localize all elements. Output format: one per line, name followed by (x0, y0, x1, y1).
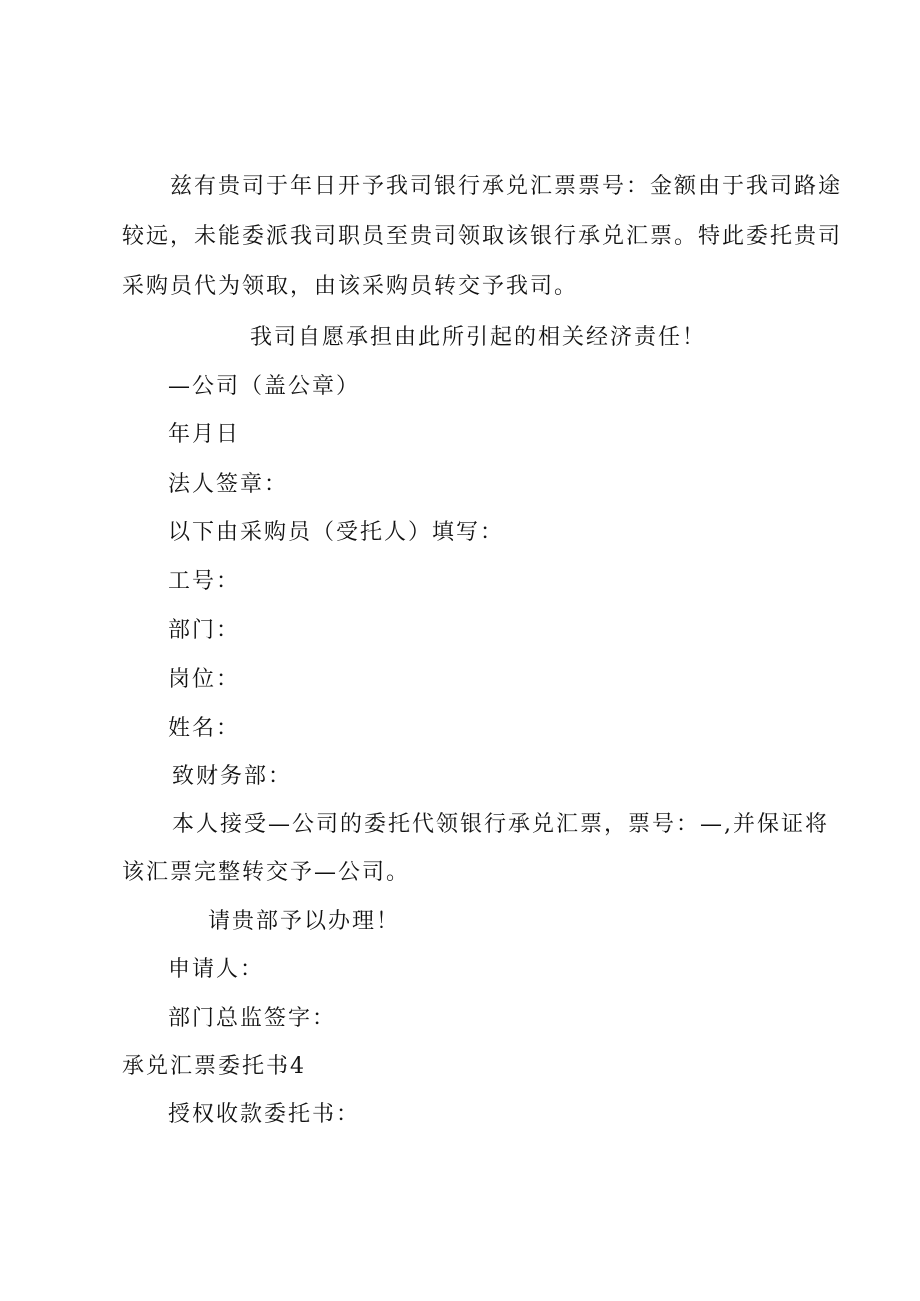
request-line: 请贵部予以办理！ (208, 909, 401, 934)
to-finance-heading: 致财务部： (172, 764, 293, 789)
department-field: 部门： (168, 618, 241, 643)
paragraph-2-line-2: 该汇票完整转交予—公司。 (122, 860, 411, 885)
authorization-heading: 授权收款委托书： (168, 1102, 361, 1127)
name-field: 姓名： (168, 716, 241, 741)
responsibility-statement: 我司自愿承担由此所引起的相关经济责任！ (250, 325, 707, 350)
section-title: 承兑汇票委托书4 (122, 1054, 306, 1079)
paragraph-1-line-3: 采购员代为领取，由该采购员转交予我司。 (122, 274, 579, 299)
paragraph-1-line-1: 兹有贵司于年日开予我司银行承兑汇票票号：金额由于我司路途 (170, 174, 843, 199)
legal-signature-line: 法人签章： (168, 472, 289, 497)
company-seal-line: —公司（盖公章） (168, 374, 361, 399)
paragraph-2-line-1: 本人接受—公司的委托代领银行承兑汇票，票号：—,并保证将 (172, 812, 829, 837)
applicant-line: 申请人： (168, 957, 265, 982)
fill-instruction: 以下由采购员（受托人）填写： (168, 520, 505, 545)
position-field: 岗位： (168, 667, 241, 692)
paragraph-1-line-2: 较远，未能委派我司职员至贵司领取该银行承兑汇票。特此委托贵司 (122, 224, 843, 249)
date-line: 年月日 (168, 422, 241, 447)
employee-no-field: 工号： (168, 569, 241, 594)
director-signature-line: 部门总监签字： (168, 1006, 337, 1031)
